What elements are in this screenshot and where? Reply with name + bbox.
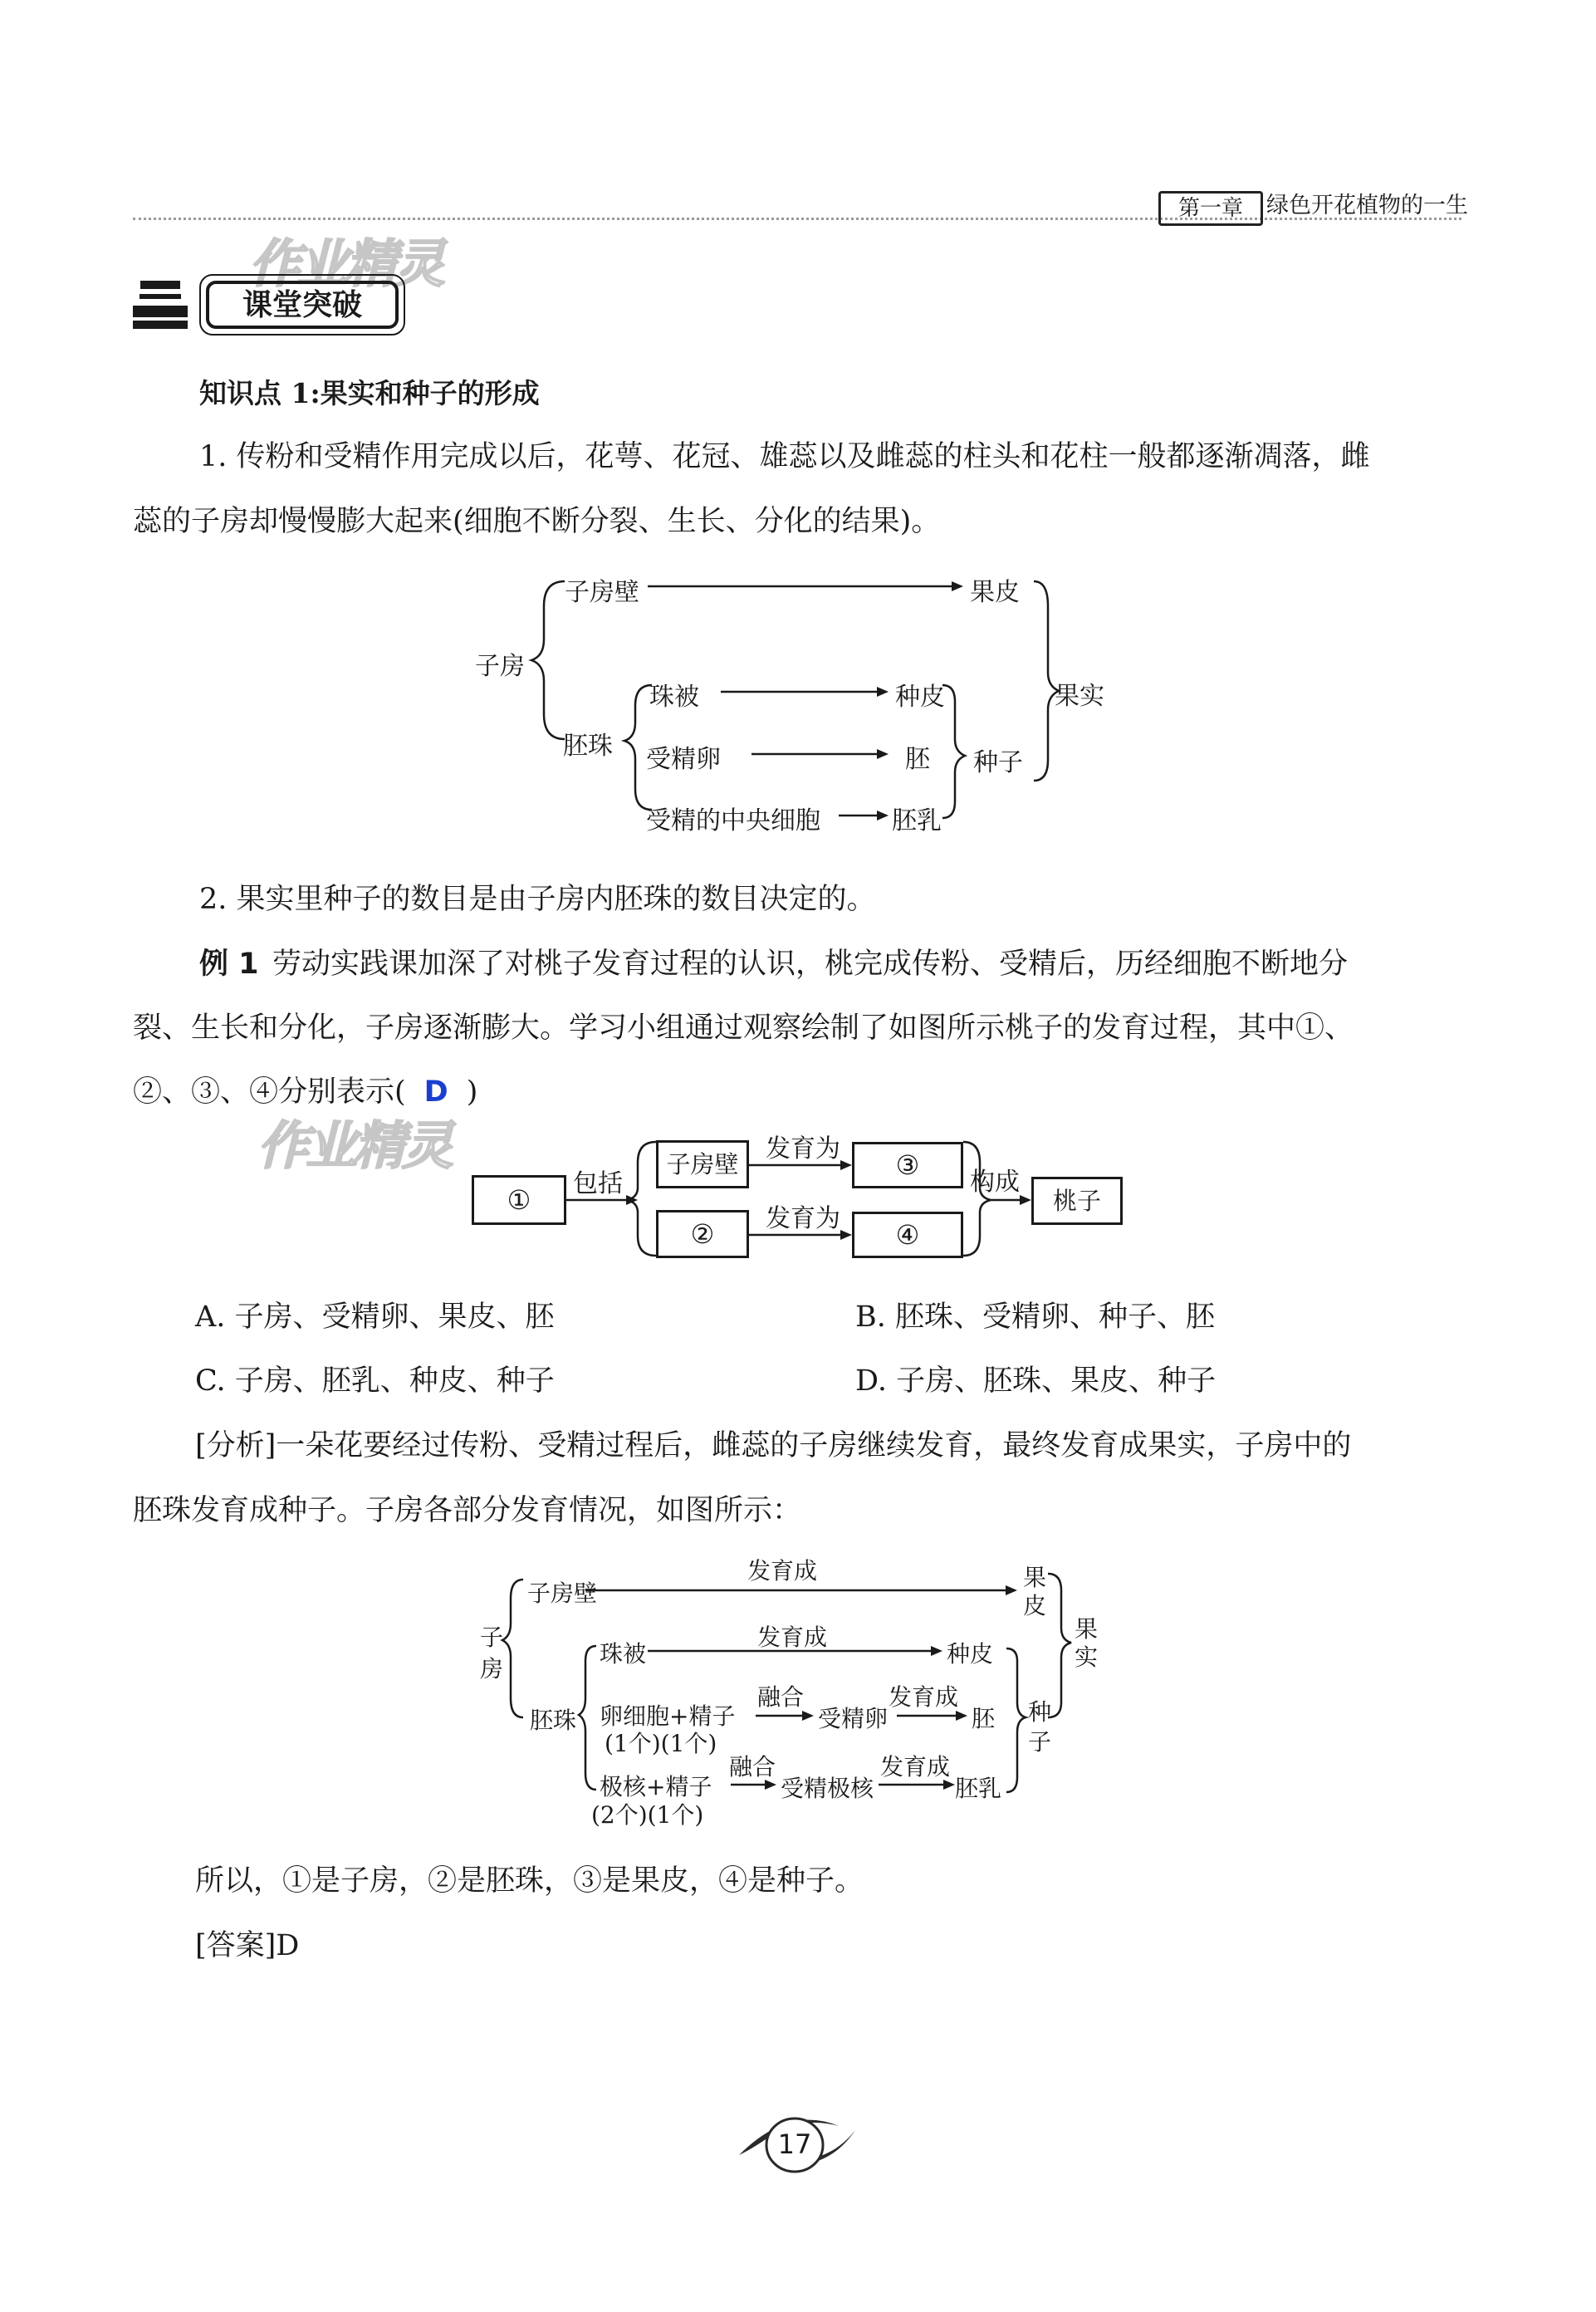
chapter-label: 第一章 bbox=[1158, 191, 1263, 226]
page-number: 17 bbox=[777, 2128, 812, 2160]
label-ovary-char: 子 bbox=[480, 1624, 504, 1651]
label-fertilized-polar: 受精极核 bbox=[781, 1775, 874, 1802]
example-label: 例 1 bbox=[199, 948, 259, 981]
label-ovary-wall: 子房壁 bbox=[527, 1580, 598, 1607]
paragraph-line: 2. 果实里种子的数目是由子房内胚珠的数目决定的。 bbox=[199, 883, 876, 916]
option-b: B. 胚珠、受精卵、种子、胚 bbox=[855, 1300, 1215, 1334]
label-embryo: 胚 bbox=[905, 745, 930, 774]
label-develops: 发育为 bbox=[766, 1204, 840, 1233]
section-title: 课堂突破 bbox=[206, 281, 399, 329]
label-zygote: 受精卵 bbox=[818, 1705, 889, 1732]
label-fruit-char: 实 bbox=[1075, 1643, 1099, 1671]
label-central-cell: 受精的中央细胞 bbox=[646, 806, 820, 835]
label-endosperm: 胚乳 bbox=[892, 806, 942, 835]
box-ovary-wall: 子房壁 bbox=[656, 1140, 749, 1188]
watermark: 作业精灵 bbox=[257, 1115, 451, 1176]
label-ovule: 胚珠 bbox=[563, 732, 613, 761]
paragraph-line: 1. 传粉和受精作用完成以后，花萼、花冠、雄蕊以及雌蕊的柱头和花柱一般都逐渐凋落，雌 bbox=[199, 440, 1370, 473]
label-integument: 珠被 bbox=[649, 683, 699, 712]
answer-line: [答案]D bbox=[195, 1929, 300, 1962]
example-line: 裂、生长和分化，子房逐渐膨大。学习小组通过观察绘制了如图所示桃子的发育过程，其中①、 bbox=[133, 1012, 1354, 1045]
label-develops: 发育成 bbox=[747, 1557, 818, 1585]
example-line: ②、③、④分别表示( D ) bbox=[133, 1075, 478, 1109]
label-ovary-wall: 子房壁 bbox=[565, 578, 639, 607]
label-seed-char: 种 bbox=[1028, 1698, 1052, 1726]
label-includes: 包括 bbox=[573, 1169, 623, 1198]
label-seed: 种子 bbox=[973, 748, 1023, 777]
label-ovary-char: 房 bbox=[480, 1655, 504, 1683]
box-4: ④ bbox=[852, 1212, 963, 1258]
watermark: 作业精灵 bbox=[249, 233, 443, 294]
label-egg-sperm: 卵细胞+精子 bbox=[600, 1702, 736, 1730]
label-count: (1个)(1个) bbox=[605, 1730, 717, 1757]
label-polar-sperm: 极核+精子 bbox=[600, 1773, 712, 1800]
label-pericarp: 果皮 bbox=[970, 578, 1020, 607]
box-1: ① bbox=[472, 1175, 566, 1225]
box-2: ② bbox=[656, 1210, 749, 1258]
analysis-line: [分析]一朵花要经过传粉、受精过程后，雌蕊的子房继续发育，最终发育成果实，子房中的 bbox=[195, 1429, 1352, 1462]
label-fruit-char: 果 bbox=[1075, 1615, 1099, 1643]
label-pericarp-char: 皮 bbox=[1023, 1592, 1047, 1619]
label-zygote: 受精卵 bbox=[646, 745, 721, 774]
label-integument: 珠被 bbox=[600, 1640, 647, 1668]
label-develops: 发育成 bbox=[757, 1624, 828, 1651]
example-line: 劳动实践课加深了对桃子发育过程的认识，桃完成传粉、受精后，历经细胞不断地分 bbox=[272, 948, 1349, 981]
label-seed-coat: 种皮 bbox=[947, 1640, 994, 1668]
label-fuse: 融合 bbox=[729, 1753, 776, 1781]
label-pericarp-char: 果 bbox=[1023, 1564, 1047, 1591]
label-develops: 发育成 bbox=[880, 1753, 951, 1781]
option-d: D. 子房、胚珠、果皮、种子 bbox=[855, 1364, 1217, 1398]
label-count: (2个)(1个) bbox=[591, 1801, 704, 1829]
option-c: C. 子房、胚乳、种皮、种子 bbox=[195, 1364, 555, 1398]
label-endosperm: 胚乳 bbox=[955, 1775, 1002, 1802]
knowledge-point-title: 知识点 1:果实和种子的形成 bbox=[199, 377, 540, 409]
paragraph-line: 蕊的子房却慢慢膨大起来(细胞不断分裂、生长、分化的结果)。 bbox=[133, 505, 941, 538]
option-a: A. 子房、受精卵、果皮、胚 bbox=[195, 1300, 555, 1334]
box-3: ③ bbox=[852, 1142, 963, 1188]
label-develops: 发育成 bbox=[889, 1683, 959, 1711]
label-fuse: 融合 bbox=[757, 1683, 805, 1711]
label-ovule: 胚珠 bbox=[530, 1707, 577, 1734]
analysis-line: 胚珠发育成种子。子房各部分发育情况，如图所示： bbox=[133, 1494, 802, 1527]
label-forms: 构成 bbox=[970, 1168, 1020, 1197]
label-embryo: 胚 bbox=[972, 1705, 996, 1732]
answer-mark: D bbox=[423, 1075, 448, 1109]
label-develops: 发育为 bbox=[766, 1134, 840, 1163]
label-seed-char: 子 bbox=[1028, 1728, 1052, 1756]
chapter-title: 绿色开花植物的一生 bbox=[1266, 193, 1468, 218]
label-ovary: 子房 bbox=[475, 652, 525, 681]
box-peach: 桃子 bbox=[1031, 1177, 1123, 1225]
label-seed-coat: 种皮 bbox=[895, 683, 945, 712]
conclusion: 所以，①是子房，②是胚珠，③是果皮，④是种子。 bbox=[195, 1864, 864, 1898]
label-fruit: 果实 bbox=[1055, 682, 1104, 711]
